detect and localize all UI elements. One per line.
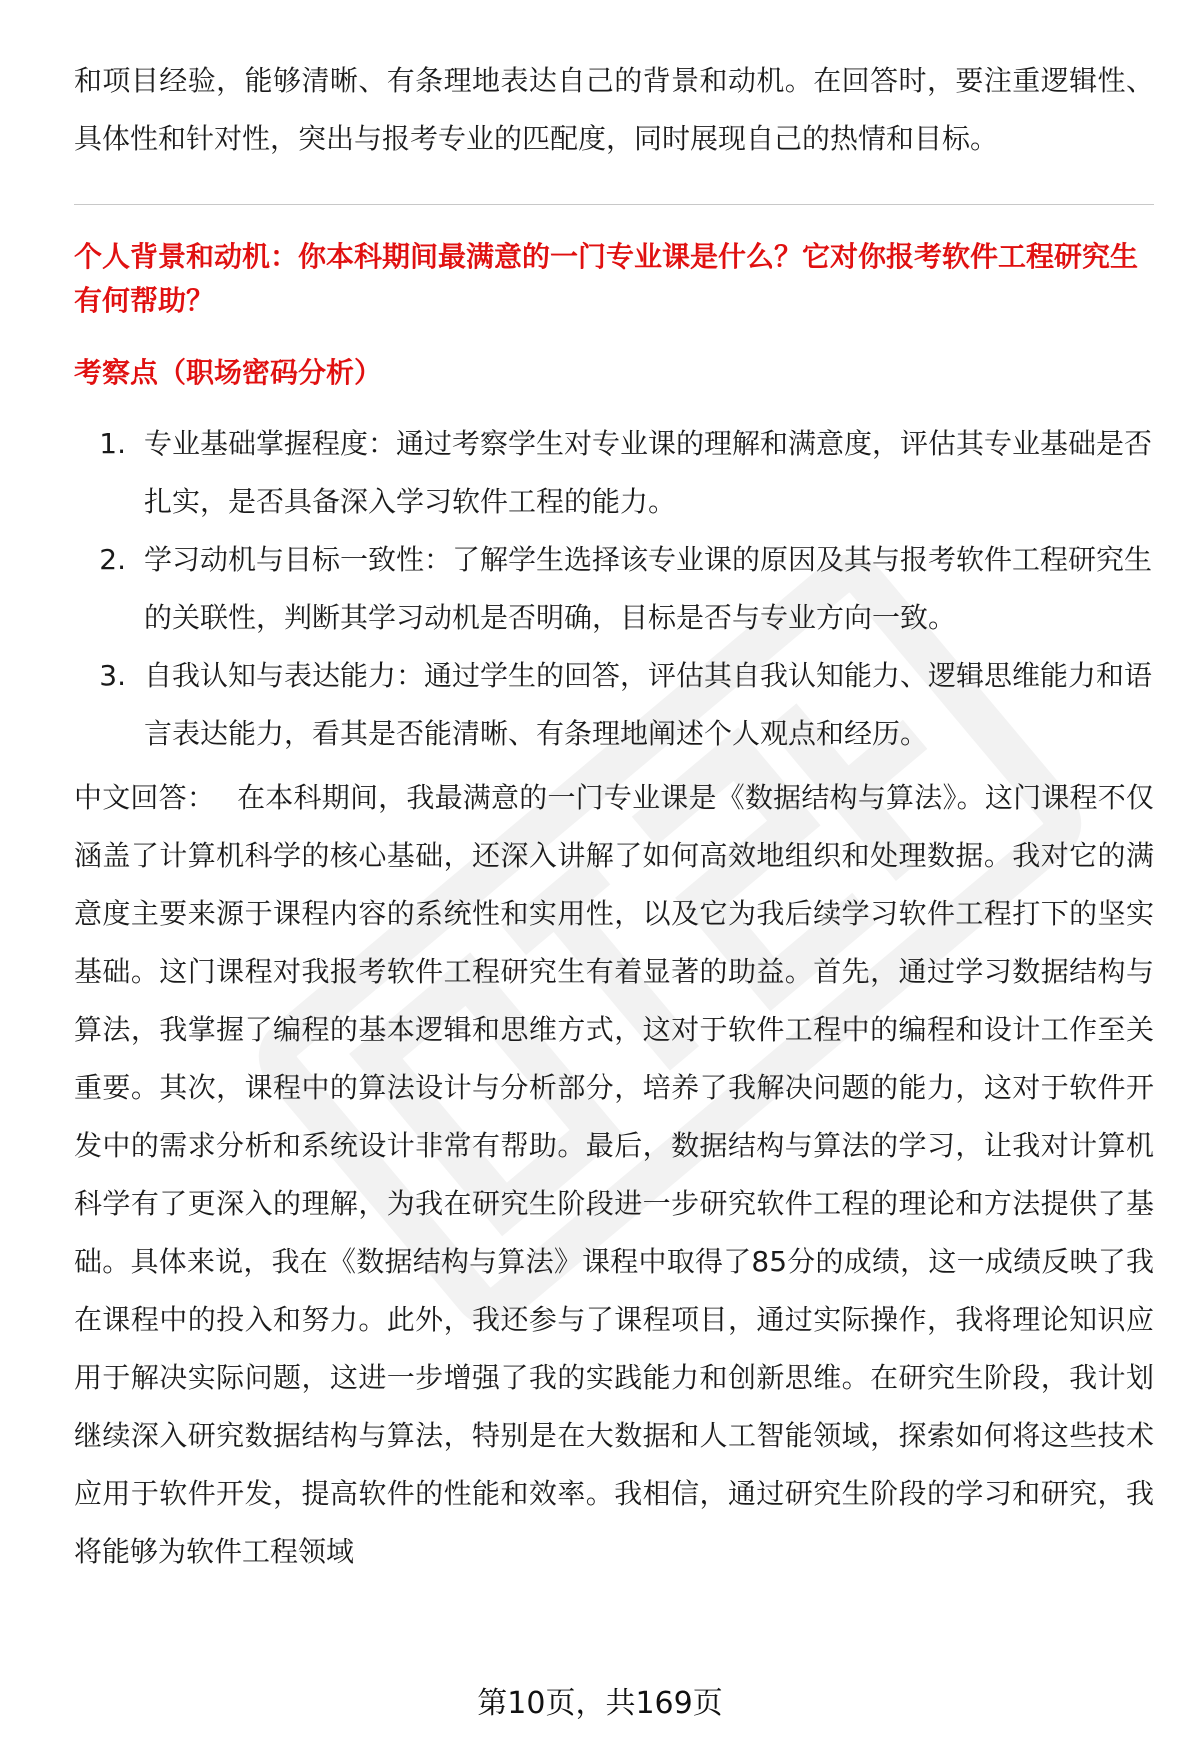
section-divider [74,204,1154,205]
list-item [74,415,1154,531]
list-item-text: 学习动机与目标一致性：了解学生选择该专业课的原因及其与报考软件工程研究生的关联性，判断其学习动机是否明确，目标是否与专业方向一致。 [144,543,1153,634]
points-list [74,415,1154,763]
document-page [74,52,1154,1581]
list-item [74,647,1154,763]
page-footer: 第10页，共169页 [477,1686,723,1721]
list-item-text: 自我认知与表达能力：通过学生的回答，评估其自我认知能力、逻辑思维能力和语言表达能力，看其是否能清晰、有条理地阐述个人观点和经历。 [144,659,1153,750]
question-heading: 个人背景和动机：你本科期间最满意的一门专业课是什么？它对你报考软件工程研究生有何帮助？ [74,240,1139,317]
intro-paragraph: 和项目经验，能够清晰、有条理地表达自己的背景和动机。在回答时，要注重逻辑性、具体性和针对性，突出与报考专业的匹配度，同时展现自己的热情和目标。 [74,64,1154,155]
answer-paragraph [74,769,1154,1581]
list-item-number: 1. [99,427,126,460]
answer-text: 在本科期间，我最满意的一门专业课是《数据结构与算法》。这门课程不仅涵盖了计算机科学的核心基础，还深入讲解了如何高效地组织和处理数据。我对它的满意度主要来源于课程内容的系统性和实用性，以及它为我后续学习软件工程打下的坚实基础。这门课程对我报考软件工程研究生有着显著的助益。首先，通过学习数据结构与算法，我掌握了编程的基本逻辑和思维方式，这对于软件工程中的编程和设计工作至关重要。其次，课程中的算法设计与分析部分，培养了我解决问题的能力，这对于软件开发中的需求分析和系统设计非常有帮助。最后，数据结构与算法的学习，让我对计算机科学有了更深入的理解，为我在研究生阶段进一步研究软件工程的理论和方法提供了基础。具体来说，我在《数据结构与算法》课程中取得了85分的成绩，这一成绩反映了我在课程中的投入和努力。此外，我还参与了课程项目，通过实际操作，我将理论知识应用于解决实际问题，这进一步增强了我的实践能力和创新思维。在研究生阶段，我计划继续深入研究数据结构与算法，特别是在大数据和人工智能领域，探索如何将这些技术应用于软件开发，提高软件的性能和效率。我相信，通过研究生阶段的学习和研究，我将能够为软件工程领域 [74,781,1154,1568]
points-title: 考察点（职场密码分析） [74,356,383,389]
list-item-number: 3. [99,659,126,692]
list-item-text: 专业基础掌握程度：通过考察学生对专业课的理解和满意度，评估其专业基础是否扎实，是否具备深入学习软件工程的能力。 [144,427,1153,518]
list-item-number: 2. [99,543,126,576]
answer-label: 中文回答： [74,781,216,814]
list-item [74,531,1154,647]
